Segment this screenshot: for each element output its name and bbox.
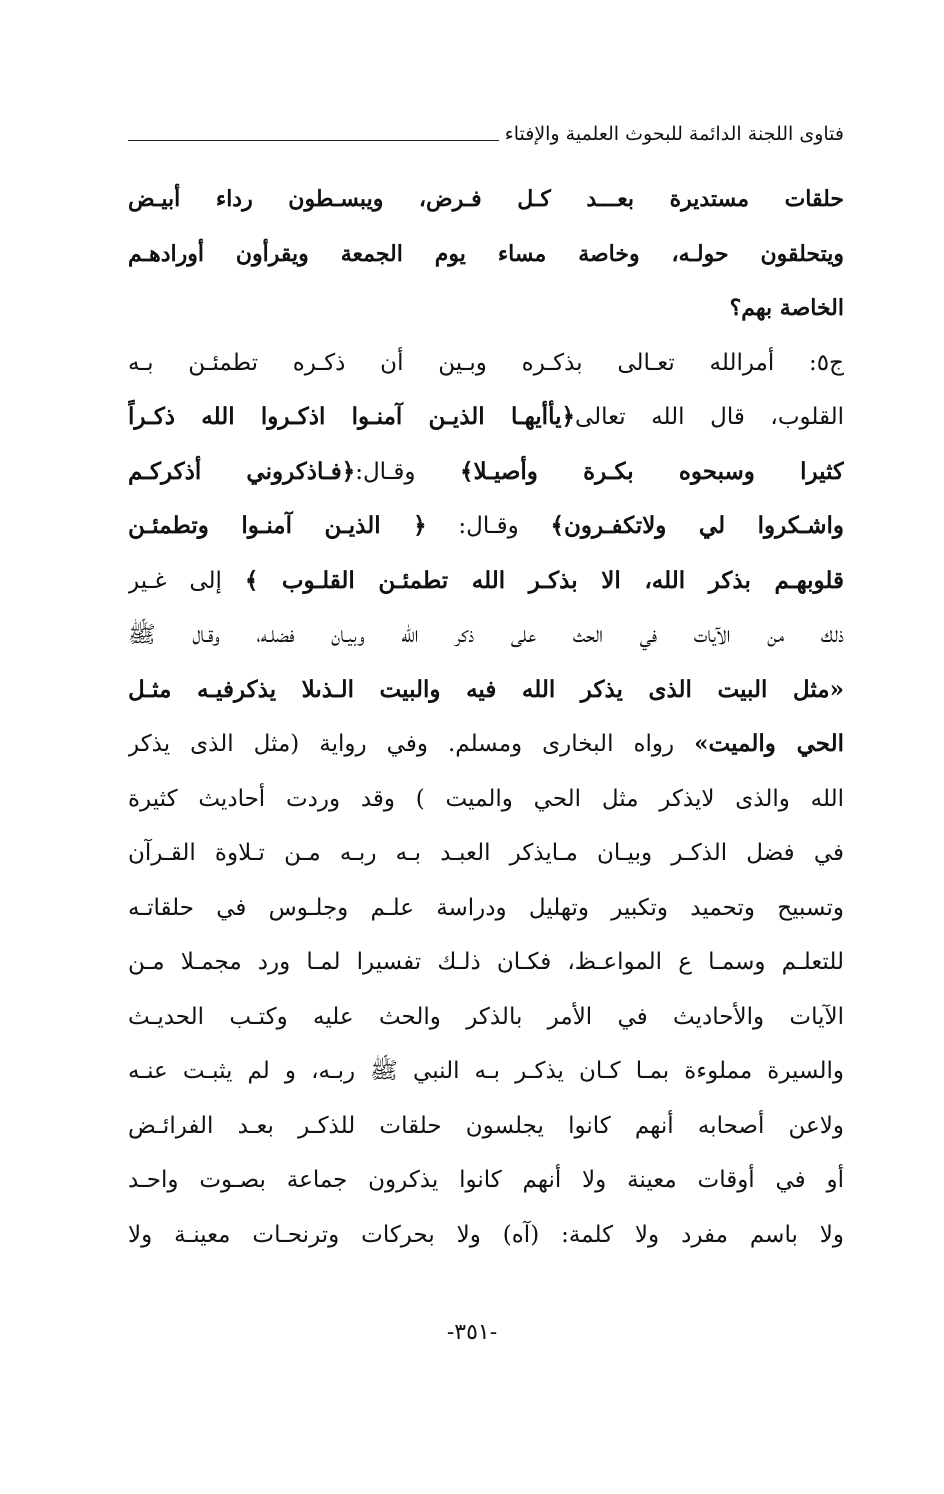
answer-line <box>128 717 844 772</box>
body-text <box>128 172 844 1262</box>
answer-line: للتعلـم وسمـا ع المواعـظ، فكـان ذلـك تفسيرا لمـا ورد مجمـلا مـن <box>128 949 844 975</box>
quran-quote: ﴿يأأيهـا الذيـن آمنـوا اذكـروا الله ذكـراً <box>128 403 575 430</box>
answer-line <box>128 499 844 554</box>
answer-line: أو في أوقات معينة ولا أنهم كانوا يذكرون جماعة بصـوت واحـد <box>128 1167 844 1193</box>
answer-line: ذلك من الآيات في الحث على ذكر الله وبيـان فضلـه، وقـال ﷺ <box>128 622 844 648</box>
answer-text: القلوب، قال الله تعالى <box>574 404 844 430</box>
answer-line <box>128 390 844 445</box>
answer-line: وتسبيح وتحميد وتكبير وتهليل ودراسة علـم وجلـوس في حلقاتـه <box>128 894 844 921</box>
question-block <box>128 172 844 336</box>
answer-text: رواه البخارى ومسلم. وفي رواية (مثل الذى يذكر <box>128 731 695 757</box>
header-title: فتاوى اللجنة الدائمة للبحوث العلمية والإفتاء <box>504 123 844 145</box>
quran-quote: واشـكروا لي ولاتكفـرون﴾ <box>550 512 844 539</box>
answer-line: والسيرة مملوءة بمـا كـان يذكـر بـه النبي ﷺ ربـه، و لم يثبـت عنـه <box>128 1058 844 1084</box>
answer-text: وقـال: <box>426 513 551 539</box>
answer-line <box>128 554 844 609</box>
header-rule <box>128 140 499 141</box>
answer-block <box>128 336 844 1263</box>
hadith-quote: «مثل البيت الذى يذكر الله فيه والبيت الـذىلا يذكرفيـه مثـل <box>128 675 844 703</box>
answer-line: ولاعن أصحابه أنهم كانوا يجلسون حلقات للذكـر بعـد الفرائـض <box>128 1112 844 1139</box>
answer-line <box>128 445 844 500</box>
question-line: ويتحلقون حولـه، وخاصة مساء يوم الجمعة ويقرأون أورادهـم <box>128 240 844 267</box>
answer-text: وقـال: <box>355 458 460 485</box>
quran-quote: ﴿ الذيـن آمنـوا وتطمئـن <box>128 512 427 539</box>
hadith-quote: الحي والميت» <box>694 730 844 757</box>
answer-line: الله والذى لايذكر مثل الحي والميت ) وقد وردت أحاديث كثيرة <box>128 785 844 812</box>
answer-line: ولا باسم مفرد ولا كلمة: (آه) ولا بحركات وترنحـات معينـة ولا <box>128 1221 844 1248</box>
page-number: -٣٥١- <box>446 1320 498 1345</box>
answer-line: الآيات والأحاديث في الأمر بالذكر والحث عليه وكتـب الحديـث <box>128 1003 844 1030</box>
question-line: الخاصة بهم؟ <box>729 295 844 321</box>
question-line: حلقات مستديرة بعـــد كـل فـرض، ويبسـطون رداء أبيـض <box>128 186 844 212</box>
answer-line: ج٥: أمرالله تعـالى بذكـره وبـين أن ذكـره تطمئـن بـه <box>128 349 844 376</box>
answer-text: إلى غـير <box>128 567 245 594</box>
answer-line: في فضل الذكـر وبيـان مـايذكر العبـد بـه ربـه مـن تـلاوة القـرآن <box>128 840 844 866</box>
running-header <box>128 105 844 145</box>
quran-quote: قلوبهـم بذكر الله، الا بذكـر الله تطمئـن القلـوب ﴾ <box>244 566 844 594</box>
quran-quote: ﴿فـاذكروني أذكركـم <box>128 457 356 485</box>
quran-quote: كثيرا وسبحوه بكـرة وأصيـلا﴾ <box>460 457 844 485</box>
